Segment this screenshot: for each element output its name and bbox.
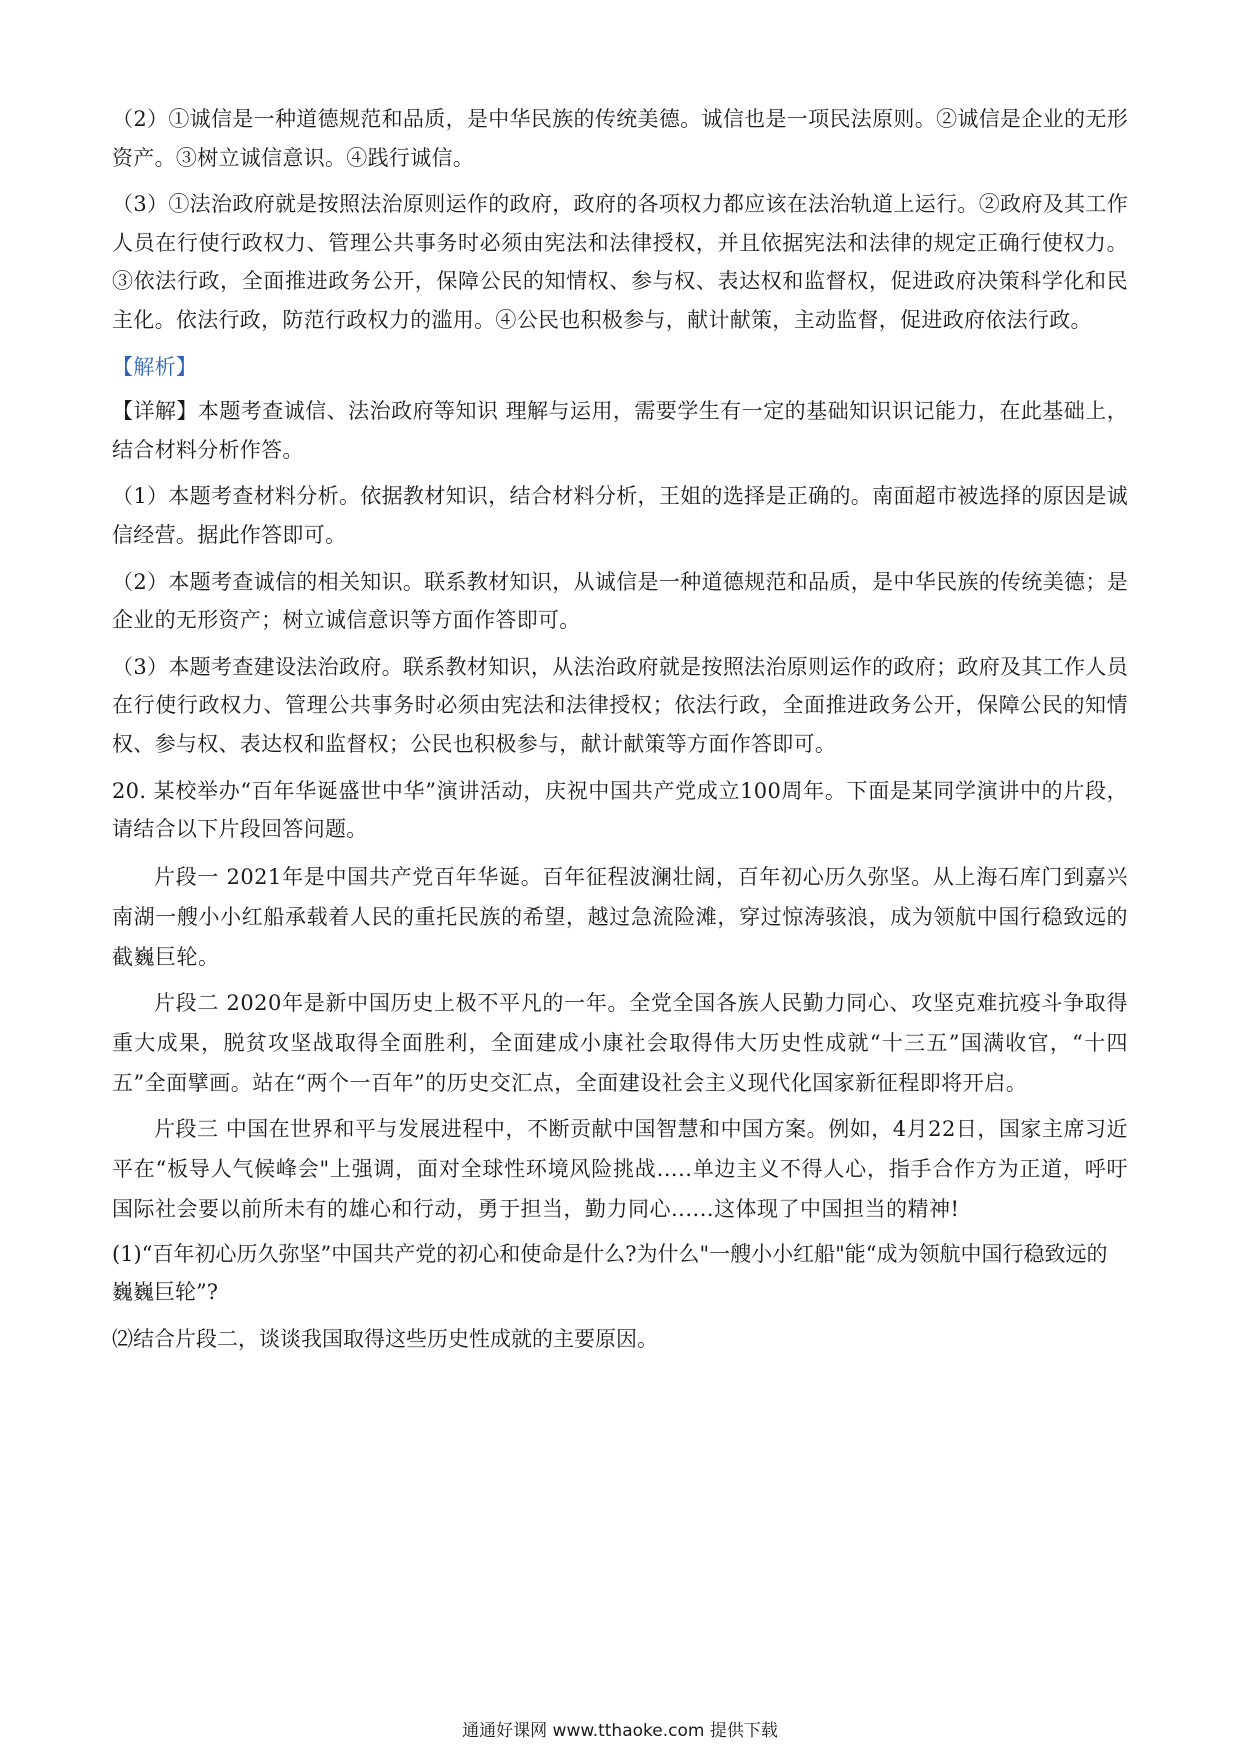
page-footer: 通通好课网 www.tthaoke.com 提供下载	[462, 1721, 778, 1741]
analysis-q2: （2）本题考查诚信的相关知识。联系教材知识，从诚信是一种道德规范和品质，是中华民族的传统美德；是企业的无形资产；树立诚信意识等方面作答即可。	[112, 569, 1128, 633]
analysis-label: 【解析】	[112, 354, 198, 379]
segment-3: 片段三 中国在世界和平与发展进程中，不断贡献中国智慧和中国方案。例如，4月22日，国家主席习近平在“板导人气候峰会"上强调，面对全球性环境风险挑战.....单边主义不得人心，指手合作方为正道，呼吁国际社会要以前所未有的雄心和行动，勇于担当，勤力同心......这体现了中国担当的精神!	[112, 1116, 1128, 1221]
analysis-detail: 【详解】本题考查诚信、法治政府等知识 理解与运用，需要学生有一定的基础知识识记能力，在此基础上，结合材料分析作答。	[112, 399, 1128, 462]
question-20-stem: 20. 某校举办“百年华诞盛世中华”演讲活动，庆祝中国共产党成立100周年。下面是某同学演讲中的片段，请结合以下片段回答问题。	[112, 778, 1128, 842]
document-page	[112, 100, 1128, 1366]
analysis-q1: （1）本题考查材料分析。依据教材知识，结合材料分析，王姐的选择是正确的。南面超市被选择的原因是诚信经营。据此作答即可。	[112, 484, 1128, 547]
answer-part-3: （3）①法治政府就是按照法治原则运作的政府，政府的各项权力都应该在法治轨道上运行。②政府及其工作人员在行使行政权力、管理公共事务时必须由宪法和法律授权，并且依据宪法和法律的规定正确行使权力。③依法行政，全面推进政务公开，保障公民的知情权、参与权、表达权和监督权，促进政府决策科学化和民主化。依法行政，防范行政权力的滥用。④公民也积极参与，献计献策，主动监督，促进政府依法行政。	[112, 192, 1128, 332]
sub-question-1: (1)“百年初心历久弥坚”中国共产党的初心和使命是什么?为什么"一艘小小红船"能“成为领航中国行稳致远的巍巍巨轮”?	[112, 1241, 1108, 1305]
segment-2: 片段二 2020年是新中国历史上极不平凡的一年。全党全国各族人民勤力同心、攻坚克难抗疫斗争取得重大成果，脱贫攻坚战取得全面胜利，全面建成小康社会取得伟大历史性成就“十三五”国满收官，“十四五”全面擘画。站在“两个一百年”的历史交汇点，全面建设社会主义现代化国家新征程即将开启。	[112, 990, 1128, 1095]
analysis-q3: （3）本题考查建设法治政府。联系教材知识，从法治政府就是按照法治原则运作的政府；政府及其工作人员在行使行政权力、管理公共事务时必须由宪法和法律授权；依法行政，全面推进政务公开，保障公民的知情权、参与权、表达权和监督权；公民也积极参与，献计献策等方面作答即可。	[112, 654, 1128, 756]
sub-question-2: ⑵结合片段二，谈谈我国取得这些历史性成就的主要原因。	[112, 1326, 658, 1351]
answer-part-2: （2）①诚信是一种道德规范和品质，是中华民族的传统美德。诚信也是一项民法原则。②诚信是企业的无形资产。③树立诚信意识。④践行诚信。	[112, 107, 1128, 170]
segment-1: 片段一 2021年是中国共产党百年华诞。百年征程波澜壮阔，百年初心历久弥坚。从上海石库门到嘉兴南湖一艘小小红船承载着人民的重托民族的希望，越过急流险滩，穿过惊涛骇浪，成为领航中国行稳致远的截巍巨轮。	[112, 864, 1128, 969]
